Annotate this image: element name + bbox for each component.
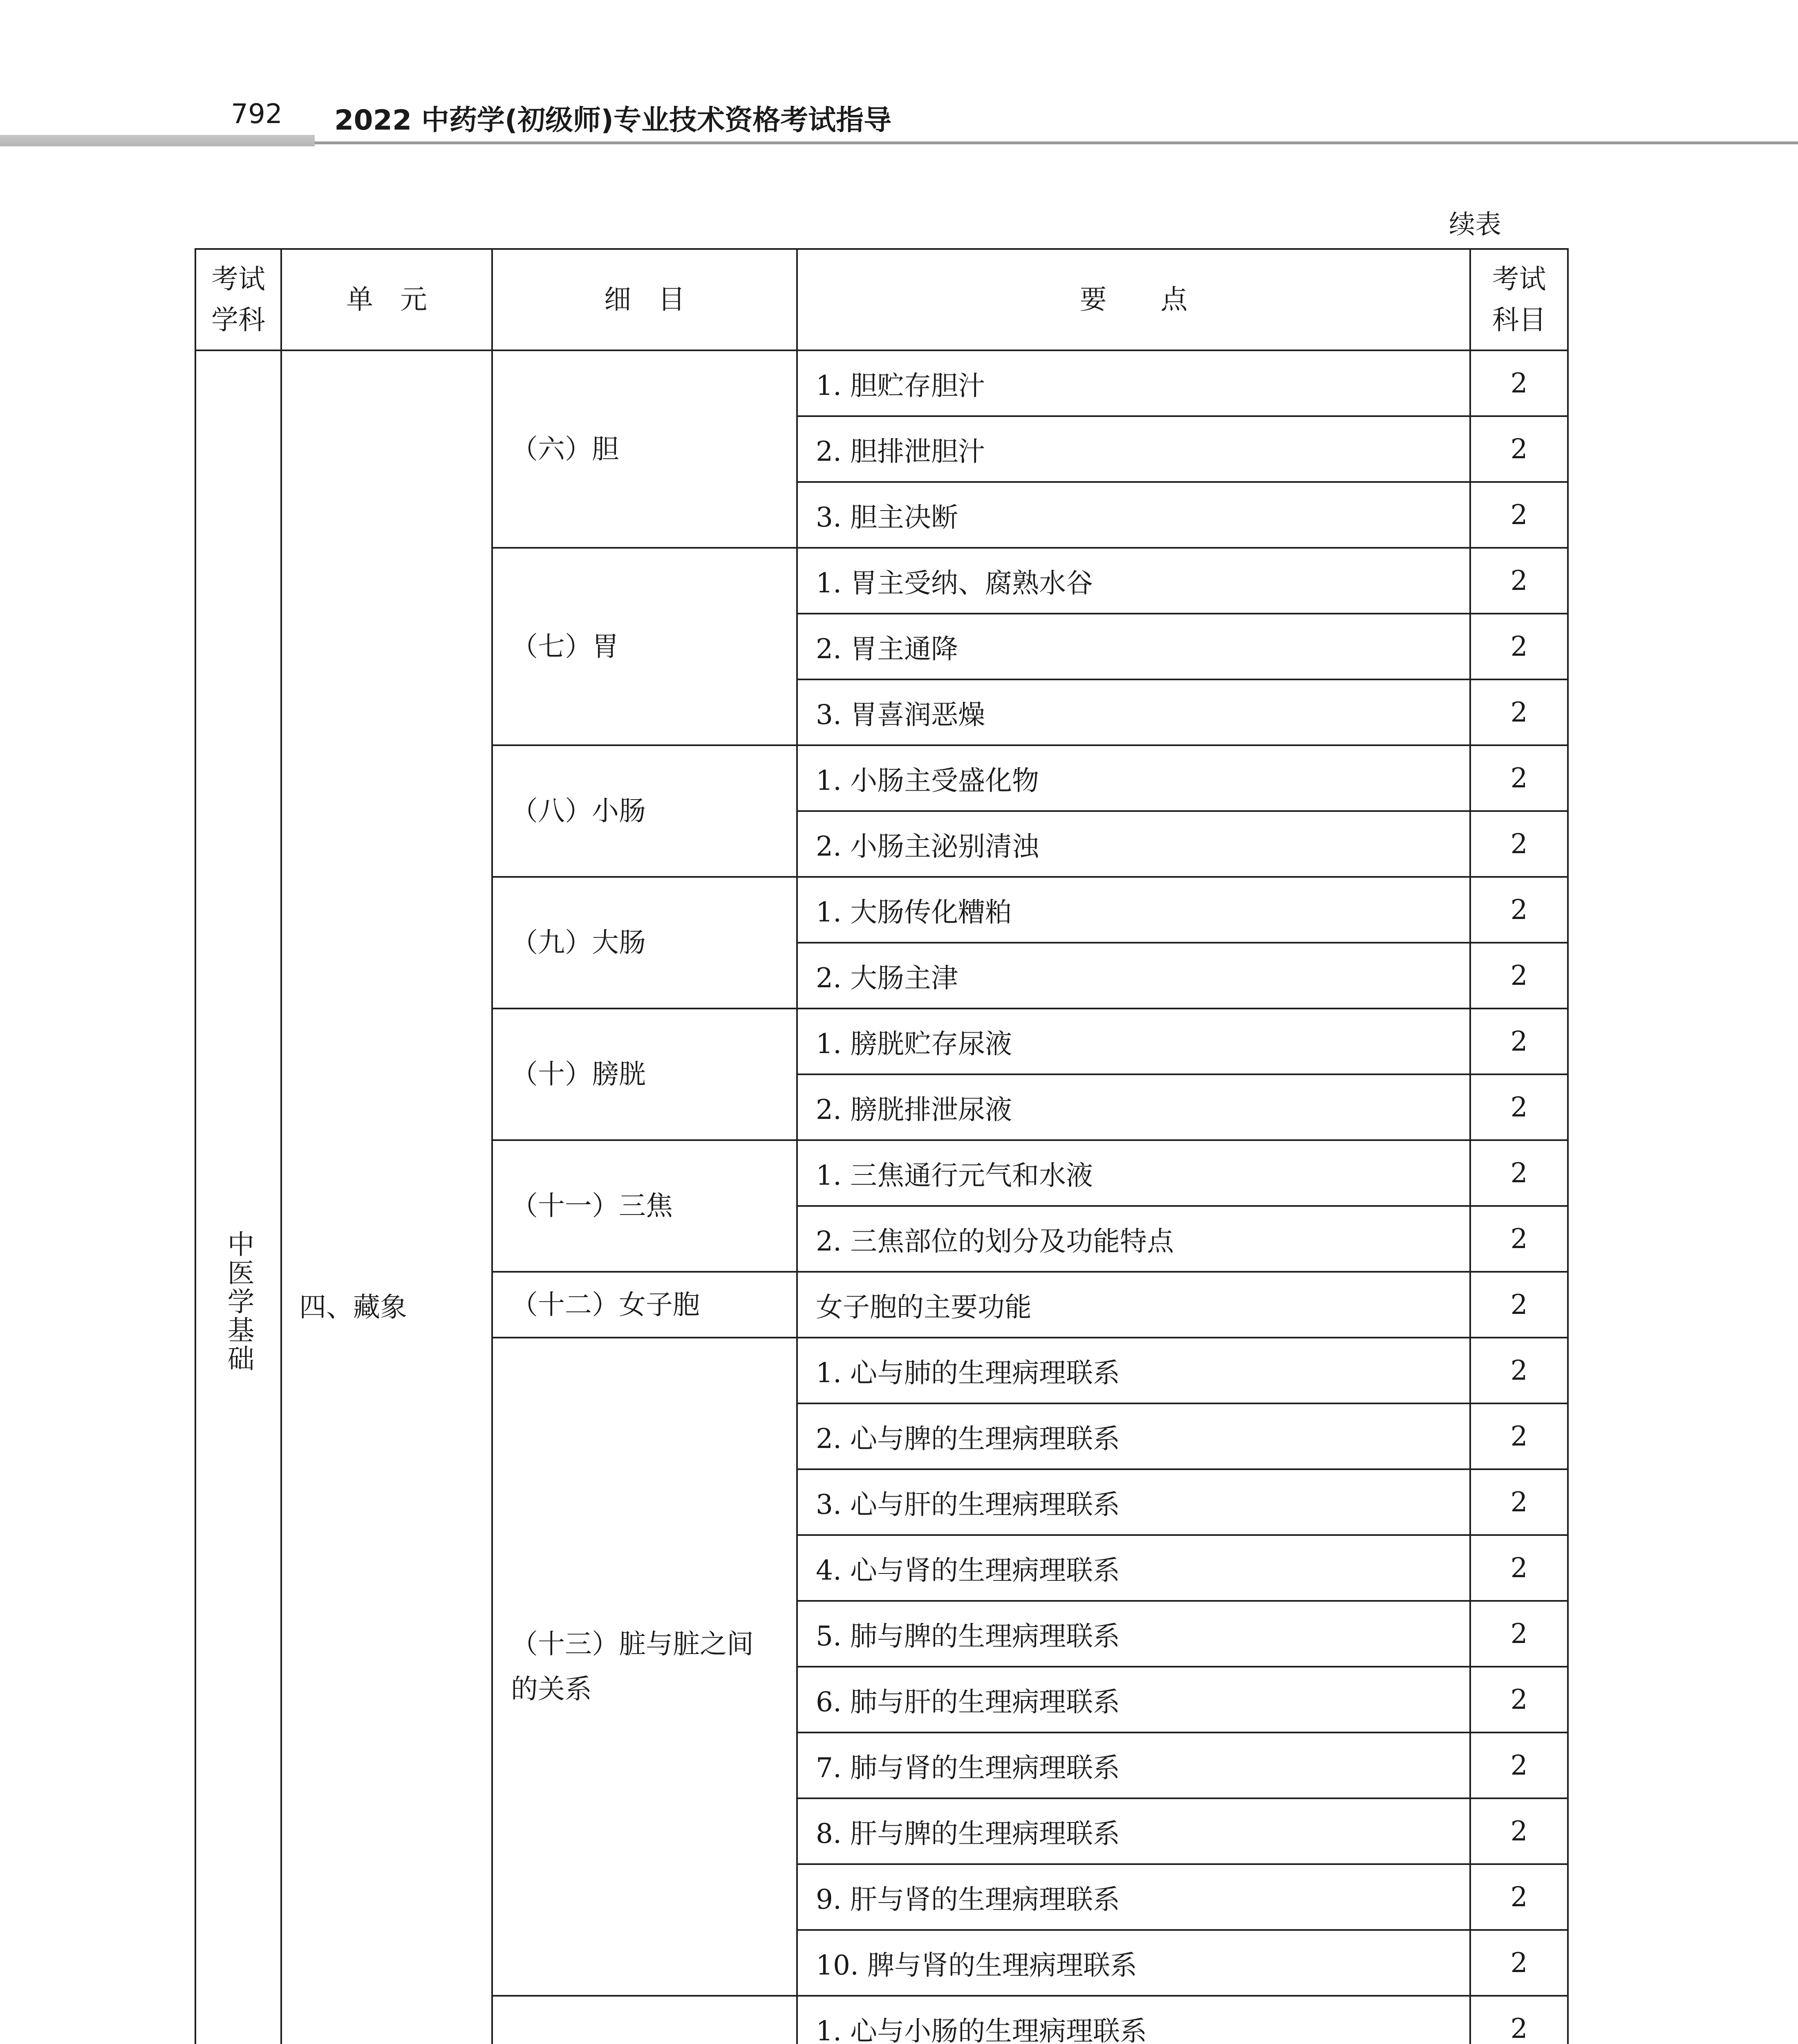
point-cell: 女子胞的主要功能 (797, 1272, 1470, 1338)
point-cell: 2. 膀胱排泄尿液 (797, 1074, 1470, 1140)
point-cell: 1. 胆贮存胆汁 (797, 350, 1470, 416)
point-cell: 2. 大肠主津 (797, 943, 1470, 1009)
level-cell: 2 (1470, 1272, 1568, 1338)
detail-cell: （十）膀胱 (492, 1009, 797, 1140)
level-cell: 2 (1470, 1667, 1568, 1732)
level-cell: 2 (1470, 1074, 1568, 1140)
point-cell: 1. 三焦通行元气和水液 (797, 1140, 1470, 1206)
point-cell: 8. 肝与脾的生理病理联系 (797, 1798, 1470, 1864)
point-cell: 5. 肺与脾的生理病理联系 (797, 1601, 1470, 1667)
point-cell: 3. 胆主决断 (797, 482, 1470, 548)
book-title: 2022 中药学(初级师)专业技术资格考试指导 (334, 104, 892, 137)
detail-cell: （八）小肠 (492, 745, 797, 877)
header-level: 考试 科目 (1470, 249, 1568, 350)
table-row (195, 350, 1568, 416)
header-unit: 单 元 (281, 249, 492, 350)
level-cell: 2 (1470, 614, 1568, 679)
level-cell: 2 (1470, 1601, 1568, 1667)
level-cell: 2 (1470, 350, 1568, 416)
detail-cell: （七）胃 (492, 548, 797, 745)
subject-cell (195, 350, 281, 2044)
point-cell: 2. 三焦部位的划分及功能特点 (797, 1206, 1470, 1272)
table-body (195, 350, 1568, 2044)
table-header-row (195, 249, 1568, 350)
header-detail: 细 目 (492, 249, 797, 350)
point-cell: 10. 脾与肾的生理病理联系 (797, 1930, 1470, 1996)
level-cell: 2 (1470, 482, 1568, 548)
detail-cell (492, 1996, 797, 2044)
level-cell: 2 (1470, 679, 1568, 745)
level-cell: 2 (1470, 1732, 1568, 1798)
level-cell: 2 (1470, 548, 1568, 614)
point-cell: 1. 胃主受纳、腐熟水谷 (797, 548, 1470, 614)
syllabus-table (195, 248, 1569, 2044)
header-band (0, 135, 315, 146)
unit-cell: 四、藏象 (281, 350, 492, 2044)
point-cell: 6. 肺与肝的生理病理联系 (797, 1667, 1470, 1732)
point-cell: 1. 膀胱贮存尿液 (797, 1009, 1470, 1074)
level-cell: 2 (1470, 1403, 1568, 1469)
point-cell: 3. 心与肝的生理病理联系 (797, 1469, 1470, 1535)
detail-cell: （十一）三焦 (492, 1140, 797, 1272)
level-cell: 2 (1470, 416, 1568, 482)
level-cell: 2 (1470, 1864, 1568, 1930)
point-cell: 1. 大肠传化糟粕 (797, 877, 1470, 943)
point-cell: 2. 心与脾的生理病理联系 (797, 1403, 1470, 1469)
point-cell: 9. 肝与肾的生理病理联系 (797, 1864, 1470, 1930)
level-cell: 2 (1470, 811, 1568, 877)
level-cell: 2 (1470, 943, 1568, 1009)
detail-cell: （十三）脏与脏之间的关系 (492, 1338, 797, 1996)
header-point: 要 点 (797, 249, 1470, 350)
page-number: 792 (231, 98, 282, 130)
point-cell: 2. 胆排泄胆汁 (797, 416, 1470, 482)
continued-label: 续表 (1449, 210, 1501, 240)
level-cell: 2 (1470, 1996, 1568, 2044)
point-cell: 3. 胃喜润恶燥 (797, 679, 1470, 745)
subject-label: 中医学基础 (223, 1230, 254, 1373)
level-cell: 2 (1470, 1469, 1568, 1535)
detail-cell: （六）胆 (492, 350, 797, 548)
level-cell: 2 (1470, 877, 1568, 943)
level-cell: 2 (1470, 745, 1568, 811)
level-cell: 2 (1470, 1930, 1568, 1996)
level-cell: 2 (1470, 1798, 1568, 1864)
detail-cell: （十二）女子胞 (492, 1272, 797, 1338)
point-cell: 2. 胃主通降 (797, 614, 1470, 679)
level-cell: 2 (1470, 1206, 1568, 1272)
point-cell: 1. 心与小肠的生理病理联系 (797, 1996, 1470, 2044)
level-cell: 2 (1470, 1009, 1568, 1074)
point-cell: 7. 肺与肾的生理病理联系 (797, 1732, 1470, 1798)
header-subject: 考试 学科 (195, 249, 281, 350)
point-cell: 4. 心与肾的生理病理联系 (797, 1535, 1470, 1601)
point-cell: 1. 心与肺的生理病理联系 (797, 1338, 1470, 1403)
level-cell: 2 (1470, 1535, 1568, 1601)
detail-cell: （九）大肠 (492, 877, 797, 1009)
header-rule (315, 141, 1798, 144)
level-cell: 2 (1470, 1338, 1568, 1403)
level-cell: 2 (1470, 1140, 1568, 1206)
point-cell: 2. 小肠主泌别清浊 (797, 811, 1470, 877)
point-cell: 1. 小肠主受盛化物 (797, 745, 1470, 811)
